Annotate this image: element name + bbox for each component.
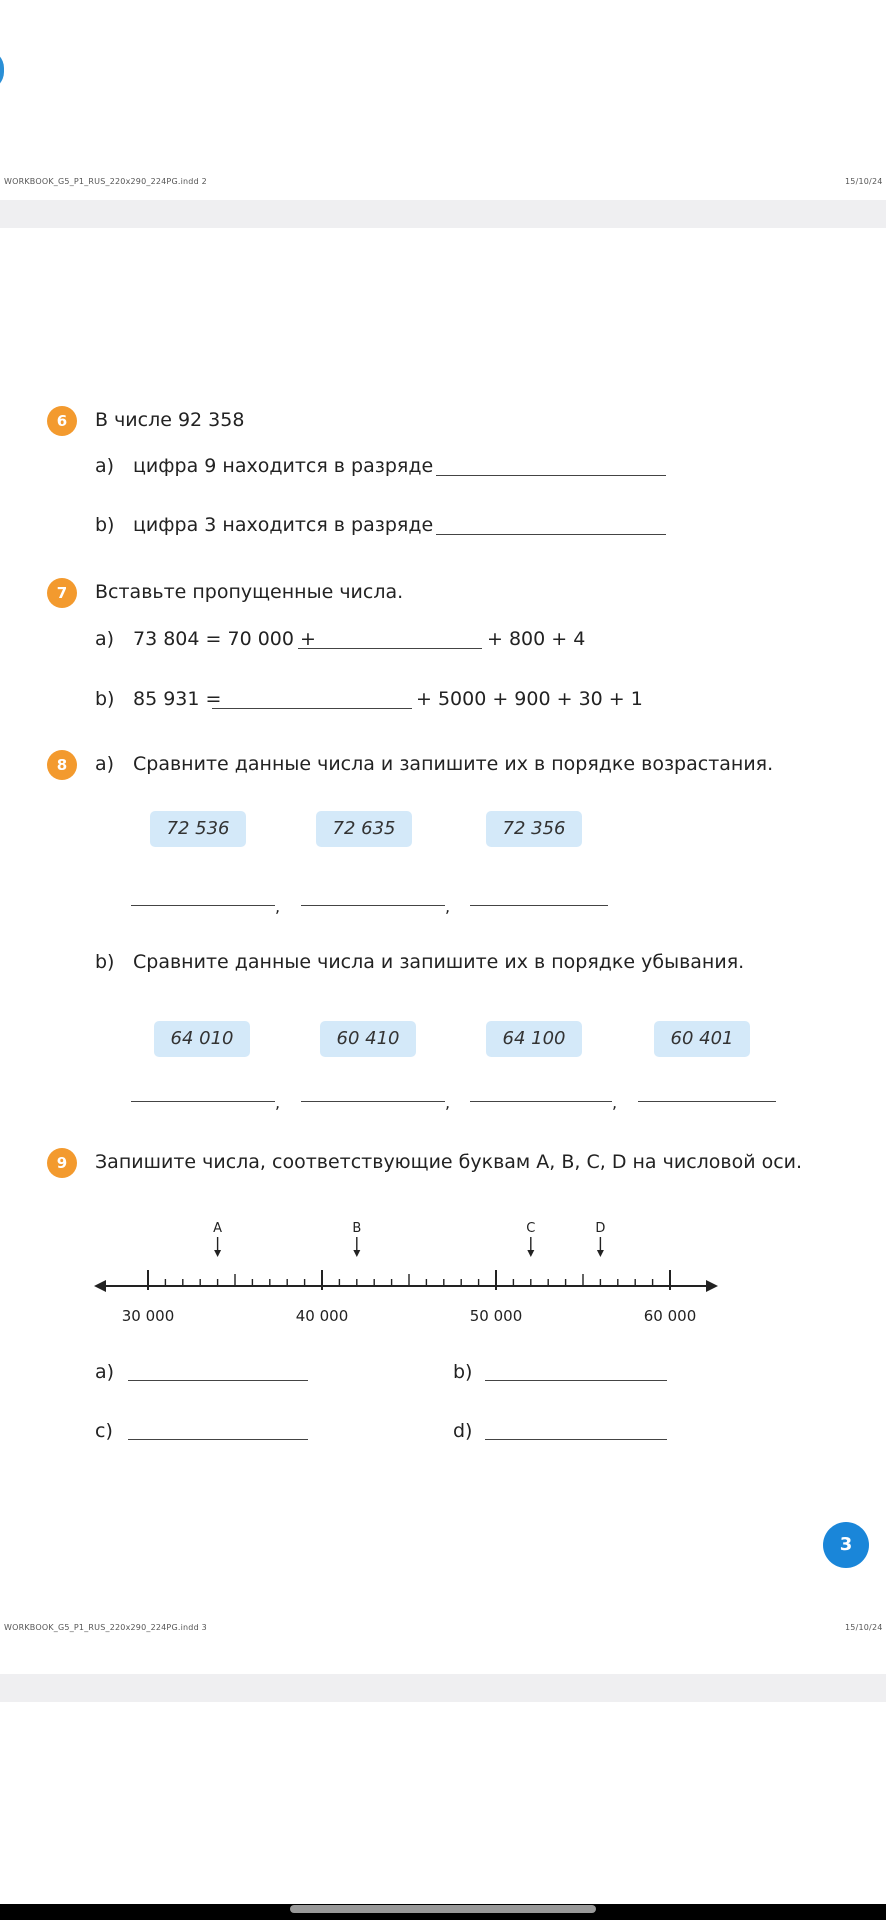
ex8-a-answer-line-2[interactable] [301, 905, 445, 906]
ex6-a-text: цифра 9 находится в разряде [133, 455, 434, 477]
ex8-b-comma-2: , [445, 1093, 451, 1112]
exercise-6-badge: 6 [47, 406, 77, 436]
ex8-b-answer-line-2[interactable] [301, 1101, 445, 1102]
number-line-tick-label: 60 000 [643, 1307, 697, 1325]
number-line-markers [213, 1221, 605, 1257]
number-line-tick-label: 30 000 [121, 1307, 175, 1325]
number-line-tick-label: 50 000 [469, 1307, 523, 1325]
number-line-tick-label: 40 000 [295, 1307, 349, 1325]
ex7-a-right: + 800 + 4 [487, 628, 586, 650]
number-line-labels [122, 1307, 697, 1325]
ex9-d-answer-line[interactable] [485, 1439, 667, 1440]
ex8-b-chip-4: 60 401 [654, 1021, 750, 1057]
page-gap-band-bottom [0, 1674, 886, 1702]
ex8-b-answer-line-1[interactable] [131, 1101, 275, 1102]
ex7-b-right: + 5000 + 900 + 30 + 1 [416, 688, 643, 710]
number-line [90, 1220, 730, 1335]
ex7-a-answer-line[interactable] [298, 648, 482, 649]
ex8-b-comma-3: , [612, 1093, 618, 1112]
ex6-a-label: a) [95, 455, 115, 477]
page-number-badge: 3 [823, 1522, 869, 1568]
page-gap-band [0, 200, 886, 228]
exercise-8-badge: 8 [47, 750, 77, 780]
exercise-7-title: Вставьте пропущенные числа. [95, 581, 404, 603]
number-line-marker-arrowhead [597, 1250, 604, 1257]
ex9-b-label: b) [453, 1361, 473, 1383]
ex8-a-answer-line-3[interactable] [470, 905, 608, 906]
ex8-a-answer-line-1[interactable] [131, 905, 275, 906]
slug-left-bottom: WORKBOOK_G5_P1_RUS_220x290_224PG.indd 3 [4, 1623, 207, 1632]
slug-right-bottom: 15/10/24 [845, 1623, 883, 1632]
ex7-b-answer-line[interactable] [212, 708, 412, 709]
number-line-right-arrow [706, 1280, 718, 1292]
ex8-b-text: Сравните данные числа и запишите их в порядке убывания. [133, 951, 745, 973]
ex8-a-chip-2: 72 635 [316, 811, 412, 847]
ex7-b-left: 85 931 = [133, 688, 222, 710]
ex8-b-chip-2: 60 410 [320, 1021, 416, 1057]
ex6-a-answer-line[interactable] [436, 475, 666, 476]
ex8-b-label: b) [95, 951, 115, 973]
slug-right-top: 15/10/24 [845, 177, 883, 186]
side-tab-indicator [0, 50, 4, 90]
number-line-marker-label: A [213, 1221, 223, 1236]
ex8-a-text: Сравните данные числа и запишите их в порядке возрастания. [133, 753, 774, 775]
ex9-a-answer-line[interactable] [128, 1380, 308, 1381]
ex8-b-comma-1: , [275, 1093, 281, 1112]
ex9-c-answer-line[interactable] [128, 1439, 308, 1440]
exercise-6-title: В числе 92 358 [95, 409, 245, 431]
ex8-a-comma-1: , [275, 897, 281, 916]
ex6-b-label: b) [95, 514, 115, 536]
ex8-b-answer-line-4[interactable] [638, 1101, 776, 1102]
number-line-marker-label: C [526, 1221, 536, 1236]
ex9-a-label: a) [95, 1361, 115, 1383]
ex9-d-label: d) [453, 1420, 473, 1442]
ex8-b-chip-3: 64 100 [486, 1021, 582, 1057]
ex8-b-answer-line-3[interactable] [470, 1101, 612, 1102]
number-line-marker-arrowhead [214, 1250, 221, 1257]
ex8-a-label: a) [95, 753, 115, 775]
ex7-b-label: b) [95, 688, 115, 710]
number-line-marker-label: D [595, 1221, 606, 1236]
ex8-a-comma-2: , [445, 897, 451, 916]
number-line-left-arrow [94, 1280, 106, 1292]
number-line-marker-label: B [352, 1221, 362, 1236]
ex9-c-label: c) [95, 1420, 113, 1442]
exercise-9-title: Запишите числа, соответствующие буквам A, B, C, D на числовой оси. [95, 1151, 803, 1173]
exercise-7-badge: 7 [47, 578, 77, 608]
ex7-a-label: a) [95, 628, 115, 650]
slug-left-top: WORKBOOK_G5_P1_RUS_220x290_224PG.indd 2 [4, 177, 207, 186]
ex8-a-chip-3: 72 356 [486, 811, 582, 847]
ex8-a-chip-1: 72 536 [150, 811, 246, 847]
number-line-marker-arrowhead [527, 1250, 534, 1257]
number-line-marker-arrowhead [353, 1250, 360, 1257]
ex8-b-chip-1: 64 010 [154, 1021, 250, 1057]
ex7-a-left: 73 804 = 70 000 + [133, 628, 316, 650]
ex9-b-answer-line[interactable] [485, 1380, 667, 1381]
ex6-b-answer-line[interactable] [436, 534, 666, 535]
exercise-9-badge: 9 [47, 1148, 77, 1178]
ex6-b-text: цифра 3 находится в разряде [133, 514, 434, 536]
home-indicator[interactable] [290, 1905, 596, 1913]
